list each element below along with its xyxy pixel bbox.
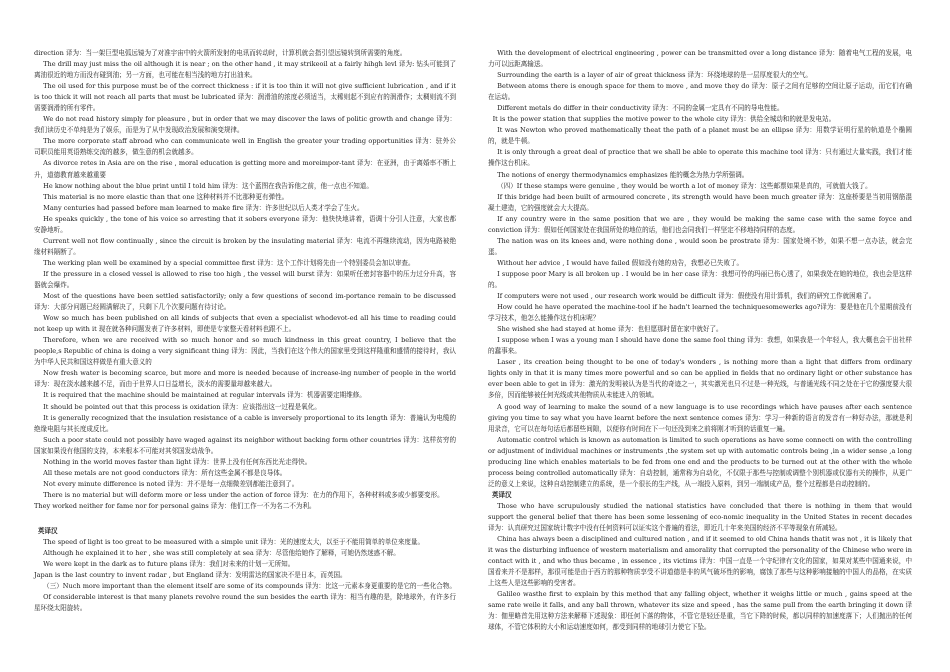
paragraph: direction 译为：当一架巨型电弧远镜为了对准宇宙中的火箭所发射的电讯而转动时，计算机就会指引望远镜转到所需要的角度。 xyxy=(34,49,407,57)
paragraph: Current well not flow continually , since the circuit is broken by the insulating material 译为：电流不再继续流动，因为电路被绝缘材料隔断了。 xyxy=(34,236,456,256)
right-column xyxy=(488,48,912,633)
paragraph: Of considerable interest is that many planets revolve round the sun besides the earth 译为：相当有趣的是，除地球外，有许多行星环绕太阳旋转。 xyxy=(34,593,456,613)
paragraph: The drill may just miss the oil although it is near ; on the other hand , it may strikeoil at a fairly hihgh levl 译为: 钻头可能到了离油很近的地方而没有碰到油；另一方面，也可能在相当浅的地方打出油来。 xyxy=(34,60,456,80)
paragraph: Wow so much has been published on all kinds of subjects that even a specialist whodevot-ed all his time to reading could not keep up with it 现在就各种问题发表了许多材料，即使是专家整天看材料也跟不上。 xyxy=(34,314,456,334)
paragraph: Between atoms there is enough space for them to move , and move they do 译为：原子之间有足够的空间让原子运动，而它们有确在运动。 xyxy=(488,82,912,102)
paragraph: Although he explained it to her , she was still completely at sea 译为：尽管他给她作了解释，可她仍然迷惑不解。 xyxy=(43,549,400,558)
paragraph: A good way of learning to make the sound of a new language is to use recordings which have pauses after each sentence giving you time to say what you have learnt before the next sentence comes 译为：学习一种新的语言的发音有一种好办法，那就是利用录音，它可以在每句话后都留些间隙，以便你有时间在下一句还没到来之前将刚才听到的话重复一遍。 xyxy=(488,402,912,433)
paragraph: There is no material but will deform more or less under the action of force 译为：在力的作用下，各种材料或多或少都要变形。 xyxy=(43,490,444,499)
paragraph: If the pressure in a closed vessel is allowed to rise too high , the vessel will burst 译为：如果听任密封容器中的压力过分升高，容器就会爆炸。 xyxy=(34,269,456,289)
paragraph: The werking plan well be examined by a special committee first 译为：这个工作计划将先由一个特别委员会加以审查。 xyxy=(43,258,415,267)
paragraph: Galileo wasthe first to explain by this method that any falling object, whether it weighs little or much , gains speed at the same rate weile it falls, and any ball thrown, whatever its size and speed , has the same pull from the earth bringing it down 译为：伽里略首先用这种方法来解释下述现象：即任何下落的物体，不管它是轻还是重，当它下降的时候，都以同样的加速度落下；人们抛出的任何球体，不管它体积的大小和运动速度如何，都受到同样的地球引力使它下坠。 xyxy=(488,590,912,632)
paragraph: China has always been a disciplined and cultured nation , and if it seemed to old China hands thatit was not , it is likely that it was the disturbing influence of western materialism and amorality that corrupted the personality of the Chinese who were in contact with it , and who thus became , in essence , its victims 译为：中国一直是一个守纪律有文化的国家，如果对某些中国通来说，中国看来并不是那样，那很可能是由于西方的那种物质享受不讲道德是非的风气破坏性的影响，腐蚀了那些与这种影响接触的中国人的品格，在实质上这些人是这些影响的受害者。 xyxy=(488,535,912,588)
paragraph: Laser , its creation being thought to be one of today's wonders , is nothing more than a light that differs from ordinary lights only in that it is many times more powerful and so can be applied in fields that no ordinary light or other substance has ever been able to get in 译为：激光的发明被认为是当代的奇迹之一，其实激光也只不过是一种光线，与普通光线不同之处在于它的强度要大很多倍，因而能够被任何光线或其他物质从未能进入的领域。 xyxy=(488,358,912,400)
paragraph: The more corporate staff abroad who can communicate well in English the greater your trading opportunities 译为：驻外公司职员能用英语熟练交流的越多，做生意的机会就越多。 xyxy=(34,137,456,157)
paragraph: As divorce retes in Asia are on the rise , moral education is getting more and moreimpor-tant 译为：在亚洲，由于离婚率不断上升，道德教育越来越重要 xyxy=(34,159,456,179)
left-column xyxy=(34,48,456,614)
paragraph: Not every minute difference is noted 译为：并不是每一点细微差别都能注意到了。 xyxy=(43,479,299,488)
paragraph: Those who have scrupulously studied the national statistics have concluded that there is nothing in them that would support the general belief that there has been some lessening of eco-nomic inequality in the United States in recent decades 译为：认真研究过国家统计数字中没有任何资料可以证实这个普遍的看法，即近几十年来美国的经济不平等现象有所减轻。 xyxy=(488,501,912,533)
paragraph: It is generally recognized that the insulation resistance of a cable is inversely proportional to its length 译为：普遍认为电缆的绝缘电阻与其长度成反比。 xyxy=(34,413,456,433)
paragraph: It is required that the machine should be maintained at regular intervals 译为：机器需要定期维修。 xyxy=(43,391,366,400)
paragraph: With the development of electrical engineering , power can be transmitted over a long distance 译为：随着电气工程的发展，电力可以远距离输送。 xyxy=(488,49,912,69)
paragraph: It should be pointed out that this process is oxidation 译为：应该指出这一过程是氧化。 xyxy=(43,402,321,411)
paragraph: If any country were in the same position that we are , they would be making the same case with the same foyce and conviction 译为：假如任何国家处在我国所处的地位的话，他们也会同我们一样坚定不移地持同样的态度。 xyxy=(488,214,912,234)
paragraph: （四）If these stamps were genuine , they would be worth a lot of money 译为：这些邮票如果是真的，可就值大钱了。 xyxy=(497,181,872,190)
paragraph: She wished she had stayed at home 译为：也但愿那时留在家中就好了。 xyxy=(497,325,723,334)
paragraph: They worked neither for fame nor for personal gains 译为：他们工作一不为名二不为利。 xyxy=(34,501,316,510)
paragraph: The oil used for this purpose must be of the correct thickness : if it is too thin it will not give sufficient lubrication , and if it is too thick it will not reach all parts that must be lubricated 译为：润滑油的浓度必须适当，太稀则起不到应有的润滑作；太稠则流不到需要润滑的所有零件。 xyxy=(34,82,456,113)
section-heading: 英译汉 xyxy=(491,490,512,499)
paragraph: Japan is the last country to invent radar , but England 译为：发明雷达的国家决不是日本，而英国。 xyxy=(34,571,347,580)
paragraph: Now fresh water is becoming scarce, but more and more is needed because of increase-ing number of people in the world 译为：现在淡水越来越不足，而由于世界人口日益增长，淡水的需要量却越来越大。 xyxy=(34,369,456,389)
paragraph: Therefore, when we are received with so much honor and so much kindness in this great country, I believe that the people,s Republic of china is doing a very significant thing 译为：因此，当我们在这个伟大的国家里受到这样隆重和盛情的接待时，我认为中华人民共和国这样做是有重大意义的 xyxy=(34,336,456,367)
paragraph: Such a poor state could not possibly have waged against its neighbor without backing form other countries 译为：这样贫穷的国家如果没有他国的支持，本来根本不可能对其邻国发动战争。 xyxy=(34,435,456,455)
paragraph: The nation was on its knees and, were nothing done , would soon be prostrate 译为：国家处境不妙，如果不想一点办法，就会完蛋。 xyxy=(488,236,912,256)
paragraph: Different metals do differ in their conductivity 译为：不同的金属一定具有不同的导电性能。 xyxy=(497,104,784,113)
paragraph: Many centuries had passed before man learned to make fire 译为：许多世纪以后人类才学会了生火。 xyxy=(43,203,364,212)
paragraph: It was Newton who proved mathematically theat the path of a planet must be an ellipse 译为：用数学证明行星的轨道是个椭圆的，就是牛顿。 xyxy=(488,126,912,146)
paragraph: Nothing in the world moves faster than light 译为：世界上没有任何东西比光走得快。 xyxy=(43,457,312,466)
paragraph: It is the power station that supplies the motive power to the whole city 译为：供给全城动和的就是发电站。 xyxy=(492,115,836,124)
paragraph: （三）Nuch more important than the element itself are some of its compounds 译为：比这一元素本身更重要的是它的一些化合物。 xyxy=(43,582,456,591)
section-heading: 英译汉 xyxy=(37,526,58,535)
paragraph: All these metals are not good conductors 译为：所有这些金属不都是良导体。 xyxy=(43,468,287,477)
paragraph: Most of the questions have been settled satisfactorily; only a few questions of second im-portance remain to be discussed 译为：大部分问题已经圆满解决了，只剩下几个次要问题有待讨论。 xyxy=(34,292,456,312)
paragraph: He speaks quickly , the tone of his voice so arresting that it sobers everyone 译为：他快快地讲着，语调十分引人注意，大家也都安静地听。 xyxy=(34,214,456,234)
paragraph: I suppose poor Mary is all broken up . I would be in her case 译为：我想可怜的玛丽已伤心透了，如果我处在她的地位，我也会是这样的。 xyxy=(488,269,912,289)
paragraph: I suppose when I was a young man I should have done the same fool thing 译为：我想，如果我是一个年轻人，我大概也会干出社样的蠢事来。 xyxy=(488,336,912,356)
paragraph: If computers were not used , our research work would be difficult 译为：假使没有用计算机，我们的研究工作就困难了。 xyxy=(497,292,876,301)
paragraph: How could he have operated the machine-tool if he hadn't learned the techniquesomewerks ago?译为：要是他在几个星期前没有学习技术，他怎么能操作这台机床呢？ xyxy=(488,303,912,323)
paragraph: It is only through a great deal of practice that we shall be able to operate this machine tool 译为：只有通过大量实践，我们才能操作这台机床。 xyxy=(488,148,912,168)
paragraph: The notions of energy thermodynamics emphasizes 能的概念为热力学所强调。 xyxy=(497,170,749,179)
paragraph: Automatic control which is known as automation is limited to such operations as have some connecti on with the controlling or adjustment of individual machines or instruments ,the system set up with automatic controls being ,in a wider sense ,a long producing line which enables materials to be fed from one end and the products to be turned out at the other with the whole process being controlled automatically 译为：自动控制，通常称为自动化，不仅限于那些与控制或调整个别机器或仪器有关的操作，从更广泛的意义上来说，这种自动控制建立的系统，是一个很长的生产线，从一端投入原料，到另一端制成产品，整个过程都是自动控制的。 xyxy=(488,435,912,488)
paragraph: This material is no more elastic than that one 这种材料并不比那种更有弹性。 xyxy=(43,192,289,201)
paragraph: We do not read history simply for pleasure , but in order that we may discover the laws of politic growth and change 译为：我们读历史不单纯是为了娱乐，而是为了从中发现政治发展和演变规律。 xyxy=(34,115,456,135)
paragraph: We were kept in the dark as to future plans 译为：我们对未来的计划一无所知。 xyxy=(43,560,295,569)
paragraph: He know nothing about the blue print until I told him 译为：这个蓝图在我告诉他之前，他一点也不知道。 xyxy=(43,181,373,190)
paragraph: If this bridge had been built of armoured concrete , its strength would have been much greater 译为：这座桥要是当初用钢筋混凝土建造，它的强度就会大大提高。 xyxy=(488,192,912,212)
paragraph: The speed of light is too great to be measured with a simple unit 译为：光的速度太大，以至于不能用简单的单位来度量。 xyxy=(43,538,425,547)
paragraph: Surrounding the earth is a layer of air of great thickness 译为：环绕地球的是一层厚度很大的空气。 xyxy=(497,71,812,80)
paragraph: Without her advice , I would have failed 假如没有她的劝告，我想必已失败了。 xyxy=(497,258,744,267)
